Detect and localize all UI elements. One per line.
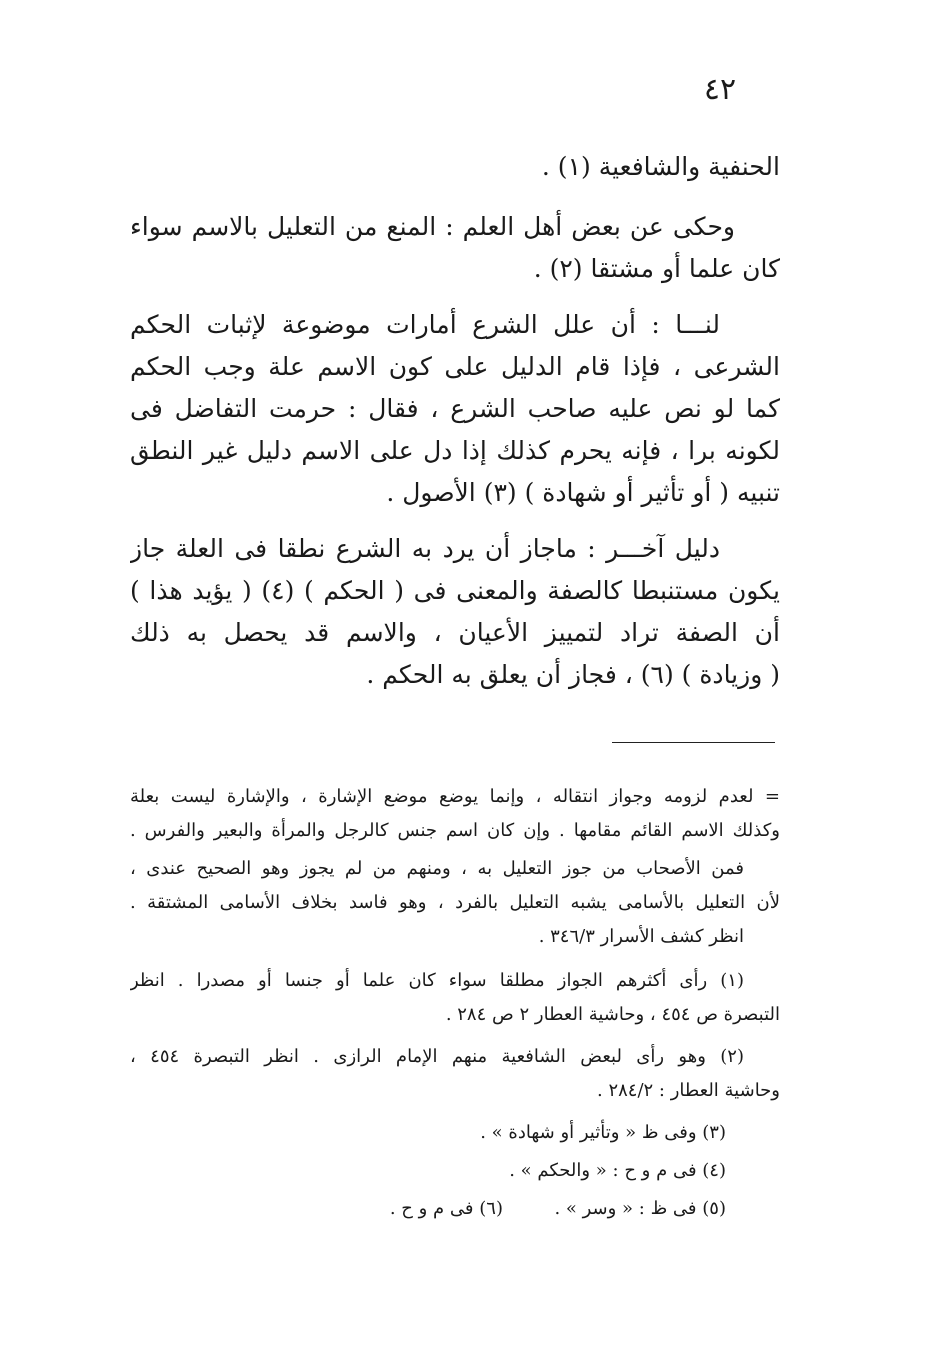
- text-line: كما لو نص عليه صاحب الشرع ، فقال : حرمت التفاضل فى: [130, 394, 780, 423]
- footnote-6: (٦) فى م و ح .: [389, 1198, 503, 1219]
- paragraph-3: [130, 304, 780, 514]
- text-line: الحنفية والشافعية (١) .: [541, 152, 780, 181]
- footnote-5-6: [130, 1192, 780, 1226]
- footnote-line: (٣) وفى ظ « وتأثير أو شهادة » .: [480, 1122, 726, 1143]
- footnote-continuation: [130, 780, 780, 848]
- footnote-line: التبصرة ص ٤٥٤ ، وحاشية العطار ٢ ص ٢٨٤ .: [445, 1004, 780, 1025]
- text-line: أن الصفة تراد لتمييز الأعيان ، والاسم قد يحصل به ذلك: [130, 618, 780, 647]
- text-line: كان علما أو مشتقا (٢) .: [533, 254, 780, 283]
- footnote-5: (٥) فى ظ : « وسر » .: [554, 1198, 726, 1219]
- text-line: دليل آخـــر : ماجاز أن يرد به الشرع نطقا فى العلة جاز: [130, 534, 720, 563]
- footnote-2: [130, 1040, 780, 1108]
- footnote-1: [130, 964, 780, 1032]
- paragraph-2: [130, 206, 780, 290]
- footnote-line: لأن التعليل بالأسامى يشبه التعليل بالفرد ، وهو فاسد بخلاف الأسامى المشتقة .: [130, 892, 780, 913]
- footnote-line: (٤) فى م و ح : « والحكم » .: [509, 1160, 726, 1181]
- text-line: وحكى عن بعض أهل العلم : المنع من التعليل بالاسم سواء: [130, 212, 735, 241]
- footnote-line: (٢) وهو رأى لبعض الشافعية منهم الإمام الرازى . انظر التبصرة ٤٥٤ ،: [130, 1046, 744, 1067]
- footnote-line: = لعدم لزومه وجواز انتقاله ، وإنما يوضع موضع الإشارة ، والإشارة ليست بعلة: [130, 786, 780, 807]
- text-line: يكون مستنبطا كالصفة والمعنى فى ( الحكم ) (٤) ( يؤيد هذا ): [130, 576, 780, 605]
- text-line: تنبيه ( أو تأثير أو شهادة ) (٣) الأصول .: [386, 478, 780, 507]
- footnote-line: وكذلك الاسم القائم مقامها . وإن كان اسم جنس كالرجل والمرأة والبعير والفرس .: [130, 820, 780, 841]
- text-line: لنـــا : أن علل الشرع أمارات موضوعة لإثبات الحكم: [130, 310, 720, 339]
- text-line: لكونه برا ، فإنه يحرم كذلك إذا دل على الاسم دليل غير النطق: [130, 436, 780, 465]
- text-line: ( وزيادة ) (٦) ، فجاز أن يعلق به الحكم .: [366, 660, 780, 689]
- footnote-line: انظر كشف الأسرار ٣٤٦/٣ .: [538, 926, 744, 947]
- footnote-line: (١) رأى أكثرهم الجواز مطلقا سواء كان علما أو جنسا أو مصدرا . انظر: [130, 970, 744, 991]
- footnote-line: فمن الأصحاب من جوز التعليل به ، ومنهم من لم يجوز وهو الصحيح عندى ،: [130, 858, 744, 879]
- text-line: الشرعى ، فإذا قام الدليل على كون الاسم علة وجب الحكم: [130, 352, 780, 381]
- footnote-line: وحاشية العطار : ٢٨٤/٢ .: [596, 1080, 780, 1101]
- footnote-3: [130, 1116, 780, 1150]
- footnote-4: [130, 1154, 780, 1188]
- footnote-continuation-2: [130, 852, 780, 954]
- page-number: ٤٢: [703, 72, 737, 107]
- paragraph-1: [130, 146, 780, 188]
- footnote-row: [130, 1192, 780, 1226]
- paragraph-4: [130, 528, 780, 696]
- footnote-separator: [612, 742, 775, 743]
